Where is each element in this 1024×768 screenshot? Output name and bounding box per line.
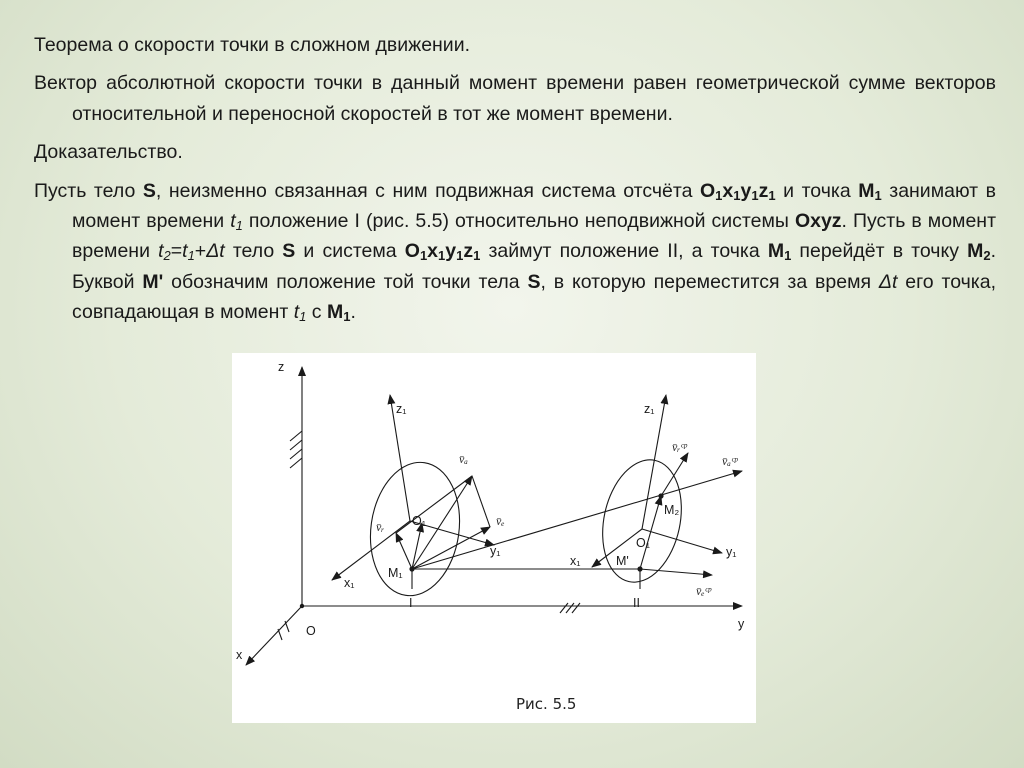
proof-text: его точка, совпадающая в момент [72, 270, 996, 324]
origin-dot [300, 604, 304, 608]
delta-t: Δt [206, 240, 225, 263]
slide-text [34, 30, 996, 336]
vector-mprime-m2 [640, 496, 661, 569]
vector-va-cp [661, 453, 688, 496]
proof-text: Пусть тело [34, 179, 143, 202]
label-z1-left: z₁ [396, 402, 407, 416]
time-t1: $t_1$ [293, 301, 307, 325]
point-m1: $M_1$ [326, 301, 351, 325]
label-x: x [236, 648, 243, 662]
label-x1-right: x₁ [570, 554, 581, 568]
x-axis [246, 606, 302, 665]
vector-ve-cp [640, 569, 712, 575]
proof-label: Доказательство. [34, 141, 183, 164]
body-s: S [282, 240, 296, 263]
theorem-line-1: Вектор абсолютной скорости точки в данный момент времени равен геометрической [34, 72, 840, 95]
label-o1-left: O₁ [412, 514, 426, 528]
label-origin: O [306, 624, 316, 638]
point-mprime: M' [142, 270, 164, 293]
motion-diagram [232, 353, 756, 723]
proof-text: обозначим положение той точки тела [163, 270, 528, 293]
y1-axis-right [642, 529, 722, 553]
moving-frame: $O_1x_1y_1z_1$ [700, 179, 776, 203]
moving-frame: $O_1x_1y_1z_1$ [404, 240, 481, 264]
proof-text: займут положение II, а точка [480, 240, 768, 263]
label-vr: v̄ᵣ [376, 520, 385, 534]
label-x1-left: x₁ [344, 576, 355, 590]
parallelogram-side-1 [472, 476, 490, 527]
point-mprime-dot [637, 566, 642, 571]
label-ve: v̄ₑ [496, 514, 505, 528]
proof-text: и система [295, 240, 405, 263]
proof-text: . [350, 301, 356, 324]
label-position-1: I [409, 596, 413, 610]
label-position-2: II [633, 596, 640, 610]
point-m1: $M_1$ [767, 240, 792, 264]
proof-text: тело [224, 240, 283, 263]
label-y1-left: y₁ [490, 544, 501, 558]
label-z1-right: z₁ [644, 402, 655, 416]
label-ve-cp: v̄ₑᶜᵖ [696, 584, 712, 598]
hatching-x [278, 621, 289, 640]
equals-sign: = [170, 240, 183, 263]
proof-text: с [306, 301, 327, 324]
time-t1: $t_1$ [182, 240, 195, 264]
proof-text: положение I (рис. 5.5) относительно неподвижной системы [242, 210, 795, 233]
label-mprime: M' [616, 554, 629, 568]
proof-paragraph [34, 176, 996, 328]
label-y1-right: y₁ [726, 545, 737, 559]
point-m2: $M_2$ [967, 240, 991, 264]
figure-5-5 [232, 353, 756, 723]
proof-text: и точка [775, 179, 859, 202]
label-y: y [738, 617, 745, 631]
label-m1: M₁ [388, 566, 403, 580]
delta-t: Δt [878, 270, 898, 293]
label-z: z [278, 360, 285, 374]
theorem-line-2: сумме векторов относительной и переносной скоростей в тот же момент времени. [72, 72, 996, 125]
label-va: v̄ₐ [459, 452, 468, 466]
label-vr-cp: v̄ᵣᶜᵖ [672, 440, 687, 454]
figure-caption: Рис. 5.5 [516, 695, 577, 713]
label-o1-right: O₁ [636, 536, 650, 550]
proof-text: занимают в момент времени [72, 179, 996, 233]
label-m2: M₂ [664, 503, 680, 517]
time-t2: $t_2$ [158, 240, 171, 264]
body-s: S [527, 270, 541, 293]
point-m1: $M_1$ [858, 179, 882, 203]
theorem-statement [34, 68, 996, 129]
fixed-frame: Oxyz [794, 210, 842, 233]
time-t1: $t_1$ [230, 210, 243, 234]
label-va-cp: v̄ₐᶜᵖ [722, 454, 738, 468]
proof-text: . Буквой [72, 240, 996, 293]
proof-text: , в которую переместится за время [540, 270, 879, 293]
heading: Теорема о скорости точки в сложном движении. [34, 34, 471, 56]
proof-text: . Пусть в момент времени [72, 210, 996, 263]
hatching-z [290, 431, 302, 468]
proof-text: , неизменно связанная с ним подвижная система отсчёта [155, 179, 700, 202]
point-m1-dot [409, 566, 414, 571]
body-s: S [142, 179, 156, 202]
point-m2-dot [658, 493, 663, 498]
proof-text: перейдёт в точку [791, 240, 968, 263]
plus-sign: + [194, 240, 207, 263]
hatching-y [560, 603, 580, 613]
vector-vr [396, 533, 412, 569]
